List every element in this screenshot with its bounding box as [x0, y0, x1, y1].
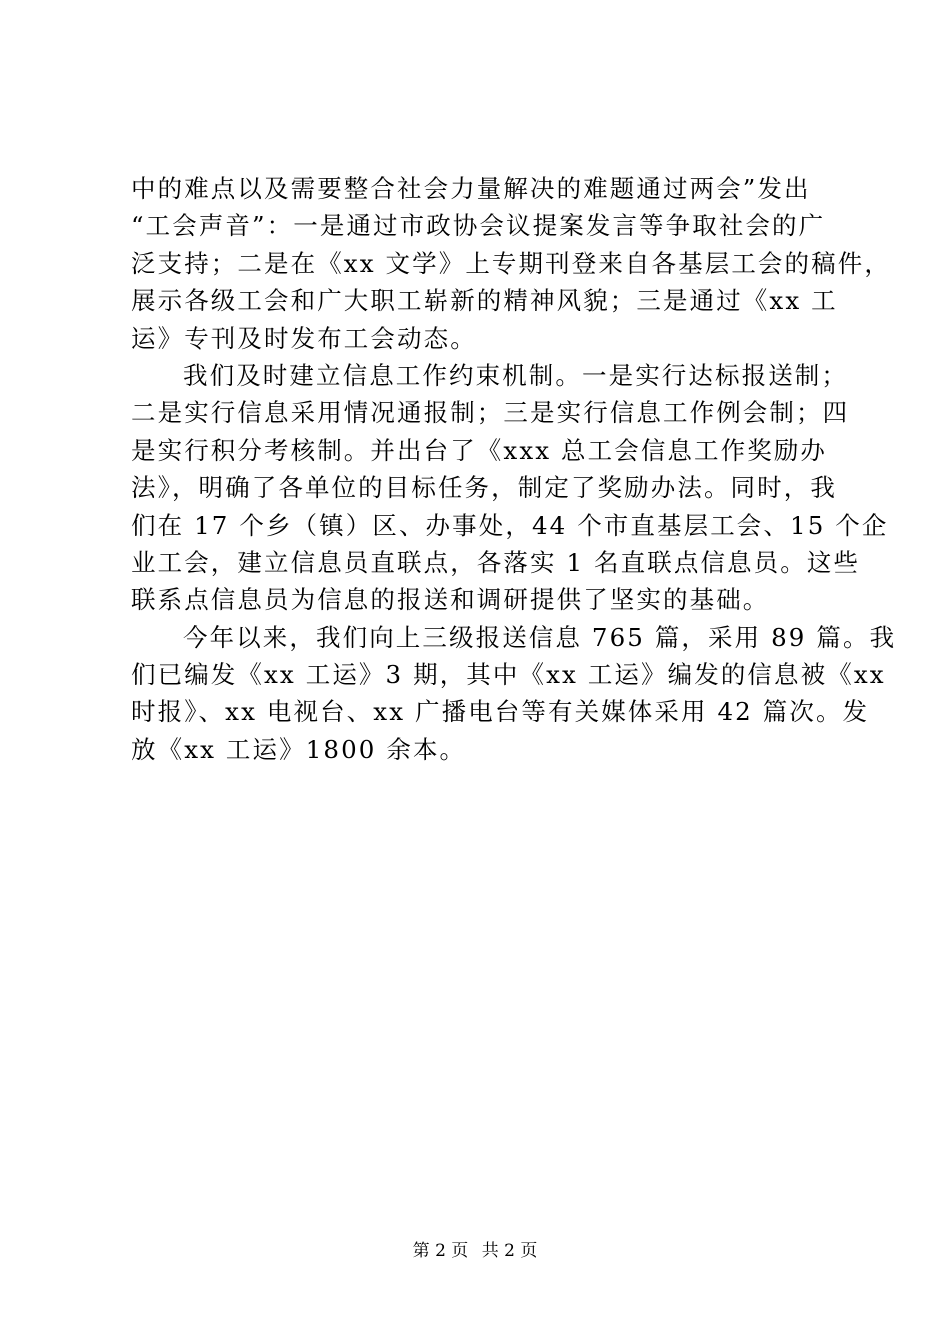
paragraph-2-line-6: 业工会，建立信息员直联点，各落实 1 名直联点信息员。这些: [131, 547, 861, 577]
total-pages: 共 2 页: [481, 1241, 538, 1261]
paragraph-2-line-5: 们在 17 个乡（镇）区、办事处，44 个市直基层工会、15 个企: [131, 510, 889, 540]
paragraph-1-line-1: 中的难点以及需要整合社会力量解决的难题通过两会”发出: [131, 174, 811, 203]
paragraph-3-line-2: 们已编发《xx 工运》3 期，其中《xx 工运》编发的信息被《xx: [131, 660, 886, 690]
paragraph-2-line-7: 联系点信息员为信息的报送和调研提供了坚实的基础。: [131, 585, 770, 615]
paragraph-3-line-3: 时报》、xx 电视台、xx 广播电台等有关媒体采用 42 篇次。发: [131, 697, 870, 727]
paragraph-2-line-3: 是实行积分考核制。并出台了《xxx 总工会信息工作奖励办: [131, 435, 828, 465]
paragraph-1-line-5: 运》专刊及时发布工会动态。: [131, 323, 477, 353]
paragraph-3-line-1: 今年以来，我们向上三级报送信息 765 篇，采用 89 篇。我: [183, 622, 897, 652]
paragraph-1-line-3: 泛支持；二是在《xx 文学》上专期刊登来自各基层工会的稿件，: [131, 248, 891, 278]
paragraph-2-line-1: 我们及时建立信息工作约束机制。一是实行达标报送制；: [183, 360, 848, 390]
paragraph-1-line-4: 展示各级工会和广大职工崭新的精神风貌；三是通过《xx 工: [131, 286, 838, 316]
page-footer: [0, 1240, 950, 1262]
paragraph-2-line-2: 二是实行信息采用情况通报制；三是实行信息工作例会制；四: [131, 398, 850, 428]
paragraph-3-line-4: 放《xx 工运》1800 余本。: [131, 734, 467, 764]
paragraph-2-line-4: 法》，明确了各单位的目标任务，制定了奖励办法。同时，我: [131, 473, 837, 503]
paragraph-1-line-2: “工会声音”：一是通过市政协会议提案发言等争取社会的广: [131, 211, 826, 241]
document-body: [131, 170, 897, 768]
page-number: 第 2 页: [412, 1241, 469, 1261]
